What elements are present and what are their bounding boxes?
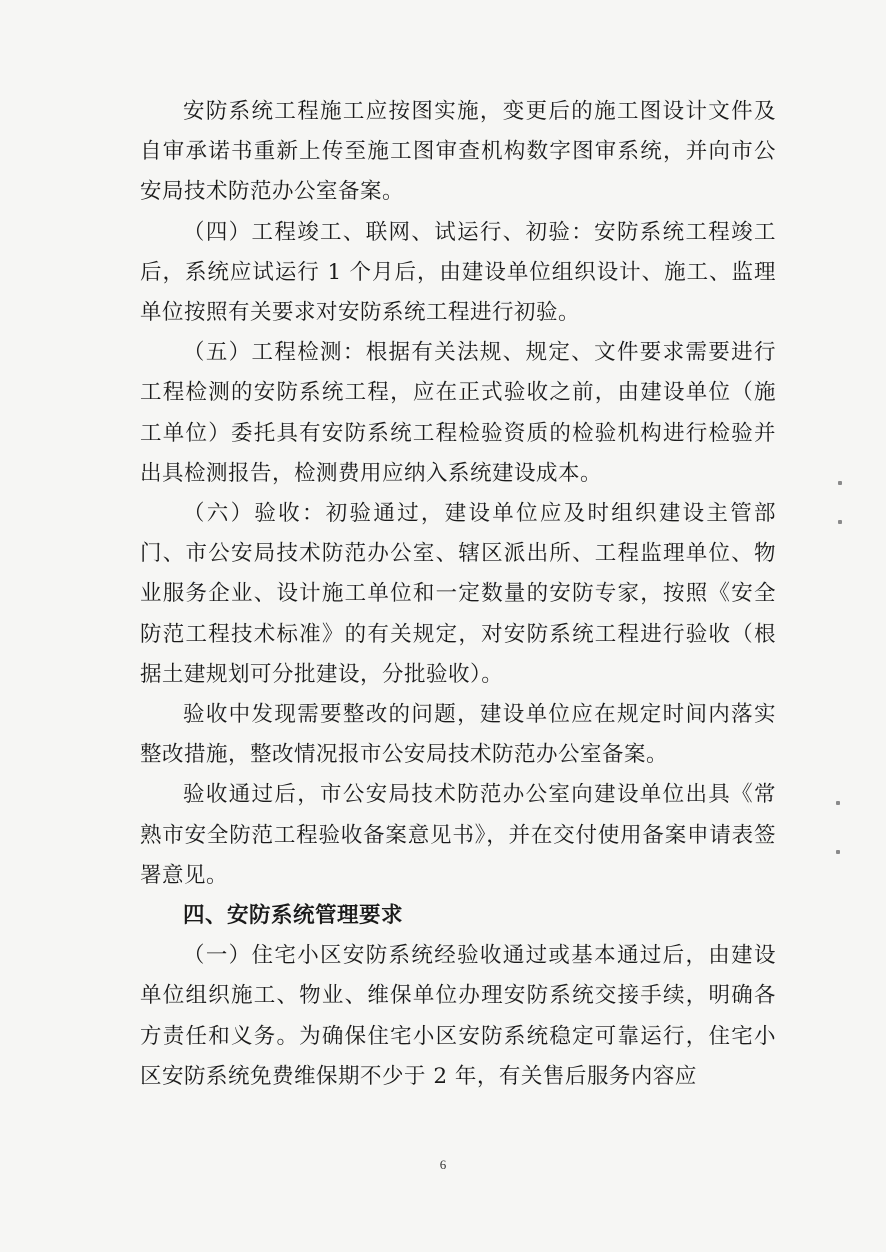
scan-speck: [836, 850, 840, 854]
scan-speck: [838, 481, 842, 485]
paragraph: 验收通过后，市公安局技术防范办公室向建设单位出具《常熟市安全防范工程验收备案意见书》，并在交付使用备案申请表签署意见。: [140, 782, 776, 888]
scan-speck: [838, 520, 842, 524]
section-heading: 四、安防系统管理要求: [183, 903, 404, 929]
paragraph: 验收中发现需要整改的问题，建设单位应在规定时间内落实整改措施，整改情况报市公安局技术防范办公室备案。: [140, 702, 776, 768]
paragraph: （一）住宅小区安防系统经验收通过或基本通过后，由建设单位组织施工、物业、维保单位办理安防系统交接手续，明确各方责任和义务。为确保住宅小区安防系统稳定可靠运行，住宅小区安防系统免费维保期不少于 2 年，有关售后服务内容应: [140, 943, 776, 1089]
paragraph: 安防系统工程施工应按图实施，变更后的施工图设计文件及自审承诺书重新上传至施工图审查机构数字图审系统，并向市公安局技术防范办公室备案。: [140, 99, 776, 205]
scan-speck: [836, 801, 840, 805]
paragraph: （五）工程检测：根据有关法规、规定、文件要求需要进行工程检测的安防系统工程，应在正式验收之前，由建设单位（施工单位）委托具有安防系统工程检验资质的检验机构进行检验并出具检测报告，检测费用应纳入系统建设成本。: [140, 340, 776, 486]
document-body: [140, 92, 776, 1097]
paragraph: （六）验收：初验通过，建设单位应及时组织建设主管部门、市公安局技术防范办公室、辖区派出所、工程监理单位、物业服务企业、设计施工单位和一定数量的安防专家，按照《安全防范工程技术标准》的有关规定，对安防系统工程进行验收（根据土建规划可分批建设，分批验收）。: [140, 501, 776, 687]
paragraph: （四）工程竣工、联网、试运行、初验：安防系统工程竣工后，系统应试运行 1 个月后，由建设单位组织设计、施工、监理单位按照有关要求对安防系统工程进行初验。: [140, 219, 776, 326]
page-number: 6: [439, 1157, 447, 1172]
